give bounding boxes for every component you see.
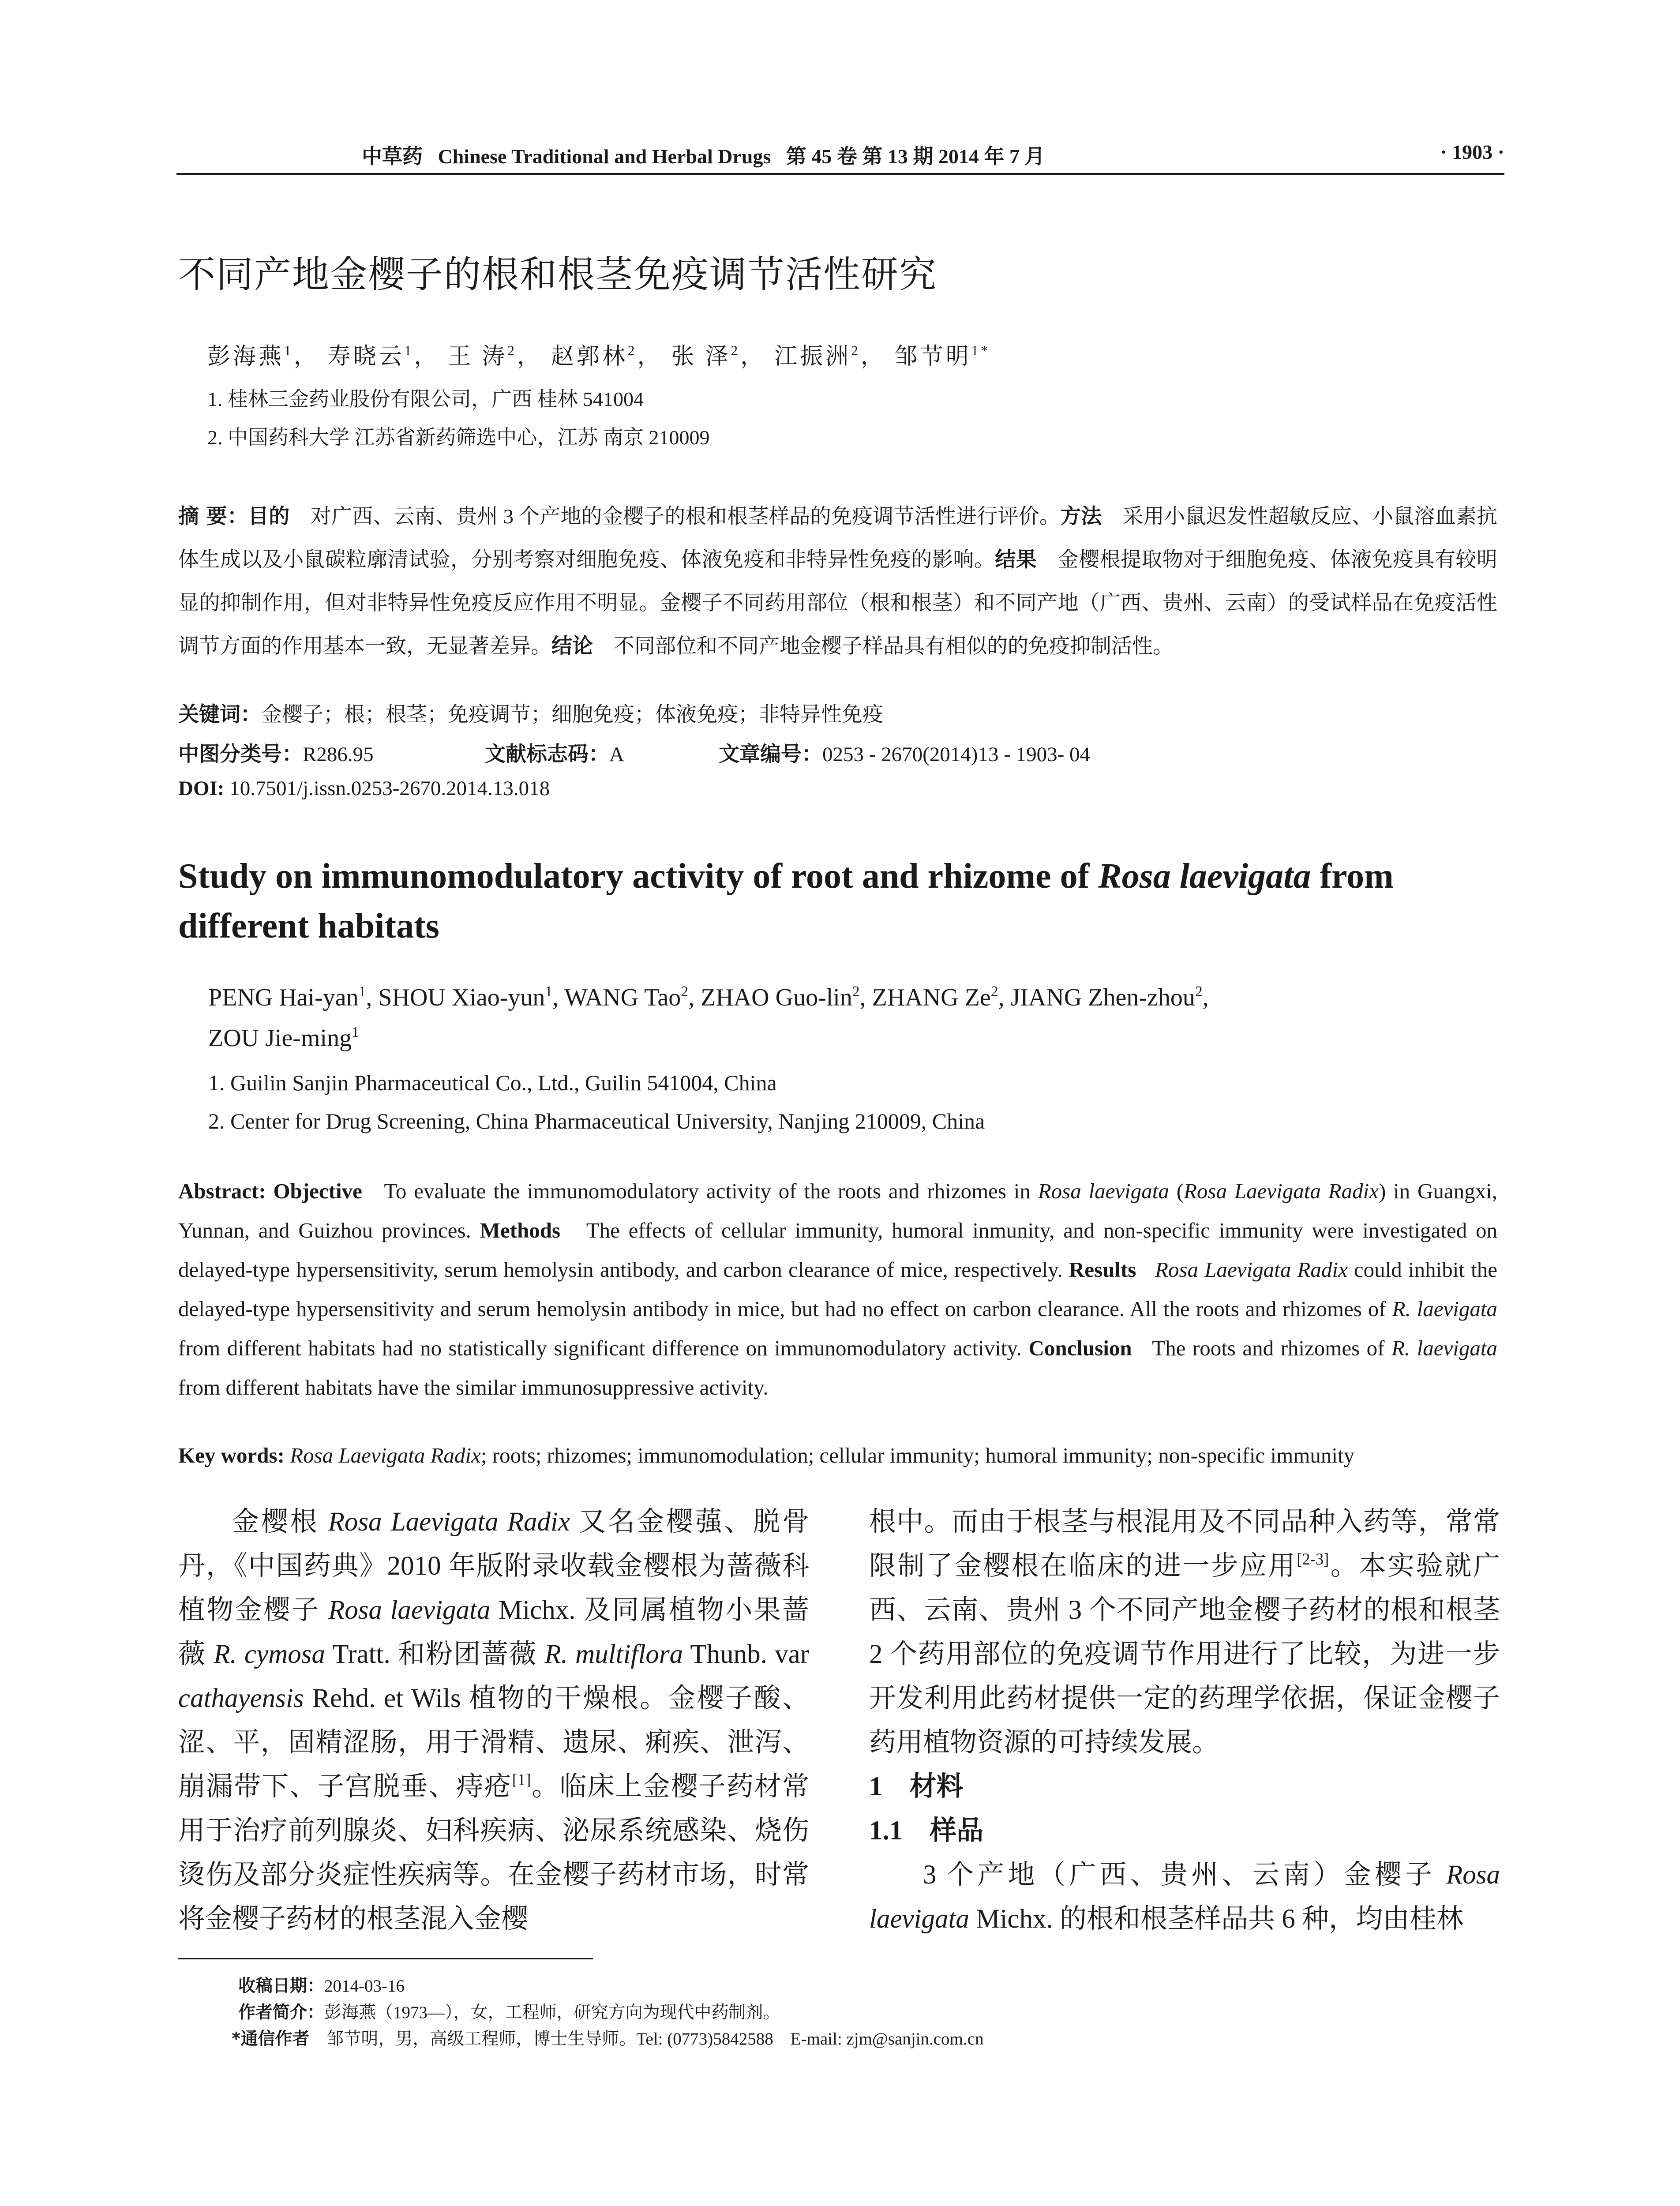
- volume-issue: 第 45 卷 第 13 期 2014 年 7 月: [786, 145, 1045, 168]
- article-number-group: [719, 738, 1090, 767]
- author-en: ZOU Jie-ming: [208, 1024, 352, 1052]
- footnote-label: 收稿日期：: [238, 1976, 325, 1996]
- methods-cn-label: 方法: [1060, 504, 1102, 529]
- objective-en-label: Objective: [273, 1179, 362, 1203]
- text: Tratt. 和粉团蔷薇: [325, 1639, 545, 1669]
- title-en-species: Rosa laevigata: [1098, 857, 1311, 896]
- doi-label: DOI:: [178, 777, 225, 800]
- objective-en-c: ) in Guangxi, Yunnan, and Guizhou provinces.: [178, 1179, 1497, 1242]
- species-italic: Rosa Laevigata Radix: [1155, 1257, 1348, 1282]
- results-en: could inhibit the delayed-type hypersensitivity and serum hemolysin antibody in mice, but had no effect on carbon clearance. All the roots and rhizomes of: [178, 1257, 1497, 1321]
- objective-en: To evaluate the immunomodulatory activity of the roots and rhizomes in: [384, 1179, 1038, 1203]
- journal-name-cn: 中草药: [362, 144, 423, 168]
- author-cn: 彭海燕: [207, 344, 285, 369]
- text: 根中。而由于根茎与根混用及不同品种入药等，常常限制了金樱根在临床的进一步应用: [869, 1507, 1500, 1581]
- keywords-en: [178, 1443, 1502, 1468]
- text: Rehd. et Wils 植物的干燥根。金樱子酸、涩、平，固精涩肠，用于滑精、遗尿、痢疾、泄泻、崩漏带下、子宫脱垂、痔疮: [178, 1684, 809, 1801]
- journal-line: [362, 140, 1045, 169]
- author-en: WANG Tao: [564, 984, 681, 1011]
- results-cn: 金樱根提取物对于细胞免疫、体液免疫具有较明显的抑制作用，但对非特异性免疫反应作用不明显。金樱子不同药用部位（根和根茎）和不同产地（广西、贵州、云南）的受试样品在免疫活性调节方面的作用基本一致，无显著差异。: [178, 548, 1498, 658]
- author-sup: 2: [851, 343, 861, 359]
- results-en-label: Results: [1069, 1257, 1136, 1282]
- footnote-text: 彭海燕（1973—），女，工程师，研究方向为现代中药制剂。: [324, 2003, 780, 2022]
- keywords-cn: [178, 698, 883, 728]
- body-paragraph: [869, 1500, 1500, 1765]
- abstract-en: [178, 1171, 1497, 1407]
- citation[interactable]: [2-3]: [1297, 1549, 1329, 1568]
- footnote-label: 作者简介：: [238, 2003, 325, 2022]
- author-sup: 1: [404, 343, 414, 359]
- conclusion-en-b: from different habitats have the similar immunosuppressive activity.: [178, 1375, 769, 1399]
- text: Thunb. var: [683, 1639, 810, 1669]
- abstract-cn: [178, 495, 1497, 668]
- objective-cn: 对广西、云南、贵州 3 个产地的金樱子的根和根茎样品的免疫调节活性进行评价。: [310, 505, 1061, 528]
- article-number-label: 文章编号：: [719, 742, 822, 766]
- objective-cn-label: 目的: [248, 504, 290, 529]
- author-en: PENG Hai-yan: [208, 984, 359, 1011]
- clc-value: R286.95: [303, 743, 374, 766]
- author-sup: 1: [358, 983, 366, 1000]
- citation[interactable]: [1]: [512, 1770, 531, 1789]
- methods-en: The effects of cellular immunity, humoral inmunity, and non-specific immunity were investigated on delayed-type hypersensitivity, serum hemolysin antibody, and carbon clearance of mice, respectively.: [178, 1218, 1497, 1282]
- author-sup: 2: [990, 983, 998, 1000]
- clc-group: [178, 738, 374, 767]
- affiliation-en-2: 2. Center for Drug Screening, China Pharmaceutical University, Nanjing 210009, China: [208, 1109, 985, 1133]
- objective-en-b: (: [1169, 1179, 1184, 1203]
- keywords-cn-label: 关键词：: [178, 702, 261, 727]
- species-italic: Rosa laevigata: [869, 1860, 1500, 1934]
- author-sup: 2: [627, 343, 638, 359]
- footnote-bio: [238, 1999, 780, 2023]
- author-sup: 1: [284, 343, 294, 359]
- footnote-text: 邹节明，男，高级工程师，博士生导师。Tel: (0773)5842588 E-mail: zjm@sanjin.com.cn: [326, 2030, 984, 2048]
- title-cn: 不同产地金樱子的根和根茎免疫调节活性研究: [178, 253, 938, 296]
- doc-code-label: 文献标志码：: [485, 742, 609, 766]
- species-italic: cathayensis: [178, 1684, 304, 1713]
- footnote-rule: [178, 1958, 593, 1959]
- methods-cn: 采用小鼠迟发性超敏反应、小鼠溶血素抗体生成以及小鼠碳粒廓清试验，分别考察对细胞免疫、体液免疫和非特异性免疫的影响。: [178, 505, 1498, 571]
- doc-code-value: A: [609, 743, 624, 766]
- results-cn-label: 结果: [995, 548, 1037, 572]
- author-sup: 2: [681, 983, 689, 1000]
- author-cn: 王 涛: [448, 344, 508, 369]
- text: 金樱根: [232, 1507, 328, 1537]
- body-column-left: [178, 1500, 809, 1941]
- subsection-heading: 1.1 样品: [869, 1816, 984, 1846]
- affiliation-cn-1: 1. 桂林三金药业股份有限公司，广西 桂林 541004: [207, 388, 644, 410]
- conclusion-en-label: Conclusion: [1028, 1336, 1132, 1360]
- affiliation-en-1: 1. Guilin Sanjin Pharmaceutical Co., Ltd., Guilin 541004, China: [208, 1070, 777, 1095]
- keywords-en-italic: Rosa Laevigata Radix: [290, 1443, 481, 1467]
- text: Michx. 及同属植物小果蔷薇: [178, 1595, 809, 1669]
- author-sup: 2: [852, 983, 860, 1000]
- author-en: ZHANG Ze: [872, 984, 991, 1011]
- keywords-cn-text: 金樱子；根；根茎；免疫调节；细胞免疫；体液免疫；非特异性免疫: [261, 703, 883, 726]
- species-italic: R. cymosa: [214, 1639, 325, 1669]
- author-cn: 赵郭林: [551, 344, 628, 369]
- species-italic: Rosa Laevigata Radix: [328, 1507, 570, 1537]
- header-rule: [176, 173, 1504, 175]
- text: 又名金樱蔃、脱骨丹，《中国药典》2010 年版附录收载金樱根为蔷薇科植物金樱子: [178, 1507, 809, 1625]
- abstract-cn-label: 摘 要：: [178, 504, 248, 529]
- keywords-en-rest: ; roots; rhizomes; immunomodulation; cellular immunity; humoral immunity; non-specific immunity: [480, 1443, 1355, 1467]
- affiliation-cn-2: 2. 中国药科大学 江苏省新药筛选中心，江苏 南京 210009: [207, 426, 710, 449]
- keywords-en-label: Key words:: [178, 1443, 285, 1467]
- species-italic: R. laevigata: [1392, 1297, 1497, 1321]
- journal-name-en: Chinese Traditional and Herbal Drugs: [438, 145, 771, 168]
- abstract-en-label: Abstract:: [178, 1179, 266, 1203]
- body-paragraph: [178, 1500, 809, 1941]
- conclusion-en: The roots and rhizomes of: [1152, 1336, 1391, 1360]
- methods-en-label: Methods: [480, 1218, 561, 1242]
- title-en-text-end: from different habitats: [178, 857, 1394, 945]
- body-paragraph: [869, 1853, 1500, 1941]
- body-column-right: [869, 1500, 1500, 1941]
- footnote-received: [238, 1972, 405, 1997]
- article-number-value: 0253 - 2670(2014)13 - 1903- 04: [822, 743, 1091, 766]
- author-cn: 寿晓云: [327, 344, 405, 369]
- doi-line: [178, 777, 550, 800]
- author-en: SHOU Xiao-yun: [378, 984, 545, 1011]
- author-cn: 张 泽: [671, 344, 731, 369]
- footnote-label: *通信作者: [232, 2029, 310, 2049]
- species-italic: Rosa laevigata: [328, 1595, 491, 1625]
- text: 。临床上金樱子药材常用于治疗前列腺炎、妇科疾病、泌尿系统感染、烧伤烫伤及部分炎症性疾病等。在金樱子药材市场，时常将金樱子药材的根茎混入金樱: [178, 1772, 809, 1934]
- doc-code-group: [485, 738, 624, 767]
- section-heading: 1 材料: [869, 1772, 964, 1801]
- authors-en: PENG Hai-yan$^1$, SHOU Xiao-yun$^1$, WANG Tao$^2$, ZHAO Guo-lin$^2$, ZHANG Ze$^2$, JIANG Zhen-zhou$^2$, ZOU Jie-ming$^1$: [208, 983, 1209, 1052]
- authors-cn: 彭海燕$^1$， 寿晓云$^1$， 王 涛$^2$， 赵郭林$^2$， 张 泽$^2$， 江振洲$^2$， 邹节明$^{1*}$: [207, 343, 990, 369]
- clc-label: 中图分类号：: [178, 742, 303, 766]
- results-en-b: from different habitats had no statistically significant difference on immunomodulatory activity.: [178, 1336, 1022, 1360]
- title-en-text: Study on immunomodulatory activity of root and rhizome of: [178, 857, 1099, 896]
- author-en: ZHAO Guo-lin: [701, 984, 852, 1011]
- author-sup: 1: [545, 983, 553, 1000]
- author-sup: 2: [507, 343, 517, 359]
- title-en: [178, 852, 1511, 951]
- page-number: · 1903 ·: [1440, 141, 1504, 163]
- author-cn: 邹节明: [894, 344, 971, 369]
- doi-value[interactable]: 10.7501/j.issn.0253-2670.2014.13.018: [229, 777, 550, 800]
- author-sup: 2: [1195, 983, 1203, 1000]
- author-sup: 2: [731, 343, 741, 359]
- text: Michx. 的根和根茎样品共 6 种，均由桂林: [969, 1904, 1464, 1934]
- conclusion-cn-label: 结论: [551, 634, 593, 658]
- author-sup: 1: [352, 1024, 359, 1040]
- text: 3 个产地（广西、贵州、云南）金樱子: [923, 1860, 1446, 1890]
- conclusion-cn: 不同部位和不同产地金樱子样品具有相似的的免疫抑制活性。: [614, 635, 1174, 658]
- species-italic: Rosa Laevigata Radix: [1184, 1179, 1379, 1203]
- species-italic: Rosa laevigata: [1038, 1179, 1169, 1203]
- text: 。本实验就广西、云南、贵州 3 个不同产地金樱子药材的根和根茎 2 个药用部位的免疫调节作用进行了比较，为进一步开发利用此药材提供一定的药理学依据，保证金樱子药用植物资源的可持续发展。: [869, 1551, 1500, 1757]
- species-italic: R. laevigata: [1391, 1336, 1497, 1360]
- author-sup: 1*: [971, 343, 990, 359]
- author-cn: 江振洲: [774, 344, 851, 369]
- species-italic: R. multiflora: [544, 1639, 683, 1669]
- footnote-corresponding: [232, 2025, 983, 2050]
- author-en: JIANG Zhen-zhou: [1010, 984, 1195, 1011]
- footnote-text: 2014-03-16: [324, 1977, 405, 1996]
